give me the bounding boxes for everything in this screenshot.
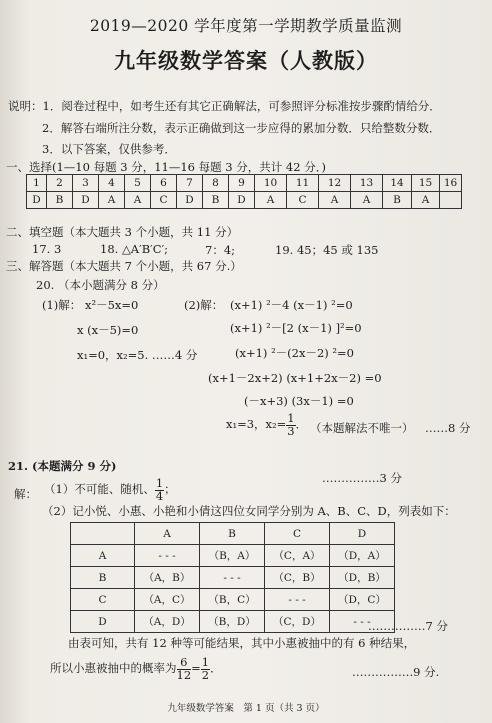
- question-number-cell: 3: [73, 175, 99, 192]
- pairing-cell: - - -: [265, 589, 330, 611]
- answer-17: 17. 3: [32, 242, 62, 256]
- pairing-header-cell: C: [265, 523, 330, 545]
- q21-heading: 21. (本题满分 9 分): [8, 459, 117, 473]
- q20-part2-line6: x₁=3，x₂= $\frac{1}{3}$ ．: [226, 411, 308, 438]
- pairing-cell: （A，D）: [135, 611, 200, 633]
- answer-cell: B: [203, 192, 229, 209]
- answer-cell: D: [177, 192, 203, 209]
- answer-cell: C: [151, 192, 177, 209]
- question-number-cell: 1: [27, 175, 47, 192]
- q20-part2-line5: (－x+3) (3x－1) =0: [244, 394, 354, 408]
- section-1-heading: 一、选择(1—10 每题 3 分，11—16 每题 3 分，共计 42 分．): [6, 160, 326, 174]
- q20-part2-line1: (x+1) ²－4 (x－1) ²=0: [230, 298, 353, 312]
- q20-part1-line1: x²－5x=0: [85, 298, 139, 312]
- pairing-cell: D: [71, 611, 135, 633]
- q21-conclusion-2: 所以小惠被抽中的概率为 $\frac{6}{12}$ = $\frac{1}{2}$ ．: [50, 655, 222, 682]
- section-3-heading: 三、解答题（本大题共 7 个小题，共 67 分.）: [6, 259, 242, 273]
- question-number-cell: 15: [412, 175, 440, 192]
- question-number-cell: 7: [177, 175, 203, 192]
- page-footer: 九年级数学答案 第 1 页（共 3 页）: [167, 703, 325, 714]
- pairing-cell: （A，B）: [135, 567, 200, 589]
- answer-cell: D: [73, 192, 99, 209]
- q21-score-7: ……………7 分: [368, 619, 448, 633]
- answer-cell: D: [229, 192, 255, 209]
- q20-part1-line3: x₁=0，x₂=5. ……4 分: [77, 348, 198, 362]
- answer-cell: [440, 192, 462, 209]
- q20-part1-label: (1)解：: [42, 298, 82, 312]
- question-number-cell: 11: [287, 175, 319, 192]
- question-number-cell: 2: [47, 175, 73, 192]
- pairing-cell: （B，D）: [200, 611, 265, 633]
- pairing-cell: （D，C）: [330, 589, 395, 611]
- q21-score-3: ……………3 分: [322, 471, 402, 485]
- question-number-cell: 4: [99, 175, 125, 192]
- section-2-heading: 二、填空题（本大题共 3 个小题，共 11 分）: [6, 225, 239, 239]
- answer-cell: A: [255, 192, 287, 209]
- pairing-cell: - - -: [200, 567, 265, 589]
- q20-part1-line2: x (x－5)=0: [77, 323, 139, 337]
- pairing-cell: （A，C）: [135, 589, 200, 611]
- doc-title: 2019—2020 学年度第一学期教学质量监测: [89, 17, 403, 35]
- q20-part2-line4: (x+1－2x+2) (x+1+2x－2) =0: [208, 371, 382, 385]
- answer-cell: B: [47, 192, 73, 209]
- answer-cell: A: [125, 192, 151, 209]
- note-3: 3．以下答案，仅供参考．: [42, 142, 176, 156]
- answer-cell: D: [27, 192, 47, 209]
- q20-part2-line2: (x+1) ²－[2 (x－1) ]²=0: [230, 321, 362, 335]
- q20-note: （本题解法不唯一）: [310, 421, 414, 435]
- pairing-cell: （C，B）: [265, 567, 330, 589]
- pairing-cell: （D，A）: [330, 545, 395, 567]
- q20-heading: 20. （本小题满分 8 分）: [36, 278, 165, 292]
- pairing-cell: （B，C）: [200, 589, 265, 611]
- q21-score-9: …………….9 分.: [352, 665, 440, 679]
- q20-part2-line3: (x+1) ²－(2x－2) ²=0: [235, 346, 354, 360]
- question-number-cell: 5: [125, 175, 151, 192]
- q20-part2-label: (2)解：: [184, 298, 224, 312]
- answer-19: 19. 45；45 或 135: [275, 243, 379, 257]
- answer-cell: A: [319, 192, 351, 209]
- question-number-row: [27, 175, 462, 192]
- question-number-cell: 6: [151, 175, 177, 192]
- table-row: [71, 589, 395, 611]
- question-number-cell: 13: [351, 175, 383, 192]
- pairing-header-cell: B: [200, 523, 265, 545]
- q21-part2: （2）记小悦、小惠、小艳和小倩这四位女同学分别为 A、B、C、D，列表如下：: [42, 504, 456, 518]
- note-2: 2．解答右端所注分数，表示正确做到这一步应得的累加分数．只给整数分数．: [42, 121, 441, 135]
- pairing-cell: B: [71, 567, 135, 589]
- choice-answer-table: [26, 174, 462, 209]
- pairing-cell: - - -: [135, 545, 200, 567]
- pairing-header-cell: [71, 523, 135, 545]
- pairing-cell: （D，B）: [330, 567, 395, 589]
- pairing-table: [70, 522, 395, 633]
- answer-18: 18. △A′B′C′;: [100, 242, 169, 256]
- pairing-header-cell: D: [330, 523, 395, 545]
- table-row: [71, 545, 395, 567]
- q21-part1: （1）不可能、随机、 $\frac{1}{4}$ ；: [44, 476, 176, 503]
- fraction-one-half: $\frac{1}{2}$: [201, 655, 210, 682]
- pairing-cell: （B，A）: [200, 545, 265, 567]
- question-number-cell: 8: [203, 175, 229, 192]
- note-1: 说明：1．阅卷过程中，如考生还有其它正确解法，可参照评分标准按步骤酌情给分．: [8, 99, 441, 113]
- answer-cell: A: [99, 192, 125, 209]
- pairing-cell: A: [71, 545, 135, 567]
- pairing-header-cell: A: [135, 523, 200, 545]
- answer-cell: B: [383, 192, 412, 209]
- question-number-cell: 14: [383, 175, 412, 192]
- question-number-cell: 9: [229, 175, 255, 192]
- table-row: [71, 567, 395, 589]
- question-number-cell: 16: [440, 175, 462, 192]
- answer-cell: A: [351, 192, 383, 209]
- question-number-cell: 12: [319, 175, 351, 192]
- pairing-cell: （C，A）: [265, 545, 330, 567]
- pairing-cell: （C，D）: [265, 611, 330, 633]
- answer-cell: A: [412, 192, 440, 209]
- q20-score: ……8 分: [425, 421, 471, 435]
- q21-solution-label: 解：: [14, 487, 37, 501]
- pairing-cell: C: [71, 589, 135, 611]
- doc-subtitle: 九年级数学答案（人教版）: [114, 48, 378, 73]
- fraction-one-quarter: $\frac{1}{4}$: [155, 476, 164, 503]
- answer-18-ratio: 7：4;: [205, 243, 236, 257]
- question-number-cell: 10: [255, 175, 287, 192]
- fraction-six-twelfths: $\frac{6}{12}$: [176, 655, 192, 682]
- q21-conclusion-1: 由表可知，共有 12 种等可能结果，其中小惠被抽中的有 6 种结果，: [68, 636, 416, 650]
- answer-row: [27, 192, 462, 209]
- answer-cell: C: [287, 192, 319, 209]
- fraction-one-third: $\frac{1}{3}$: [287, 411, 295, 438]
- pairing-header-row: [71, 523, 395, 545]
- pairing-cell: - - -: [330, 611, 395, 633]
- table-row: [71, 611, 395, 633]
